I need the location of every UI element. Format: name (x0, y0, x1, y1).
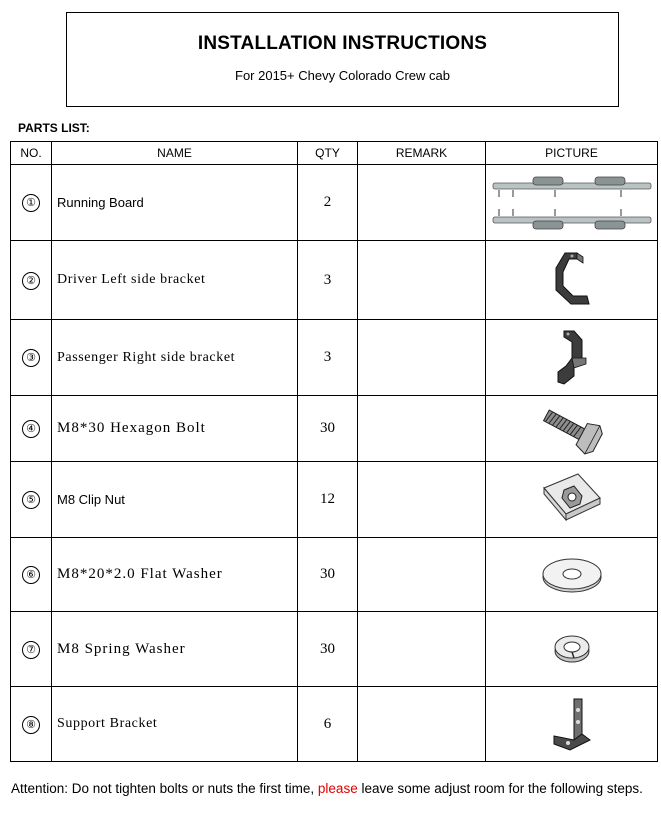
row-number: ⑦ (22, 641, 40, 659)
title-box (66, 12, 619, 107)
row-number: ② (22, 272, 40, 290)
part-remark (358, 165, 486, 241)
part-qty: 12 (298, 462, 358, 538)
table-row (11, 687, 658, 762)
table-row (11, 462, 658, 538)
attention-highlight: please (317, 781, 358, 796)
document-subtitle: For 2015+ Chevy Colorado Crew cab (235, 68, 450, 83)
running-board-icon (491, 173, 653, 233)
part-remark (358, 462, 486, 538)
part-qty: 3 (298, 320, 358, 396)
table-row (11, 538, 658, 612)
part-qty: 2 (298, 165, 358, 241)
part-remark (358, 241, 486, 320)
part-name: Support Bracket (52, 687, 298, 762)
part-qty: 3 (298, 241, 358, 320)
col-header-qty: QTY (298, 142, 358, 165)
part-qty: 30 (298, 396, 358, 462)
part-remark (358, 320, 486, 396)
flat-washer-icon (540, 555, 604, 595)
parts-list-label: PARTS LIST: (18, 121, 90, 135)
col-header-remark: REMARK (358, 142, 486, 165)
part-name: Passenger Right side bracket (52, 320, 298, 396)
part-qty: 6 (298, 687, 358, 762)
table-row (11, 241, 658, 320)
part-name: Driver Left side bracket (52, 241, 298, 320)
part-name: M8 Spring Washer (52, 612, 298, 687)
row-number: ⑥ (22, 566, 40, 584)
parts-table (10, 141, 658, 762)
row-number: ① (22, 194, 40, 212)
part-remark (358, 396, 486, 462)
row-number: ③ (22, 349, 40, 367)
attention-text-end: leave some adjust room for the following steps. (357, 781, 643, 796)
col-header-no: NO. (11, 142, 52, 165)
hex-bolt-icon (539, 403, 605, 455)
col-header-name: NAME (52, 142, 298, 165)
part-name: M8*30 Hexagon Bolt (52, 396, 298, 462)
part-remark (358, 612, 486, 687)
row-number: ⑤ (22, 491, 40, 509)
attention-note (11, 780, 651, 798)
part-remark (358, 687, 486, 762)
part-qty: 30 (298, 612, 358, 687)
table-row (11, 612, 658, 687)
table-row (11, 320, 658, 396)
clip-nut-icon (540, 470, 604, 530)
row-number: ⑧ (22, 716, 40, 734)
table-row (11, 165, 658, 241)
part-name: M8*20*2.0 Flat Washer (52, 538, 298, 612)
support-bracket-icon (550, 696, 594, 752)
attention-text-start: Attention: Do not tighten bolts or nuts the first time, (11, 781, 318, 796)
document-title: INSTALLATION INSTRUCTIONS (197, 33, 488, 54)
col-header-picture: PICTURE (486, 142, 658, 165)
part-remark (358, 538, 486, 612)
part-name: Running Board (52, 165, 298, 241)
table-header-row (11, 142, 658, 165)
driver-bracket-icon (551, 250, 593, 310)
part-name: M8 Clip Nut (52, 462, 298, 538)
table-row (11, 396, 658, 462)
passenger-bracket-icon (552, 328, 592, 388)
row-number: ④ (22, 420, 40, 438)
spring-washer-icon (550, 631, 594, 667)
part-qty: 30 (298, 538, 358, 612)
